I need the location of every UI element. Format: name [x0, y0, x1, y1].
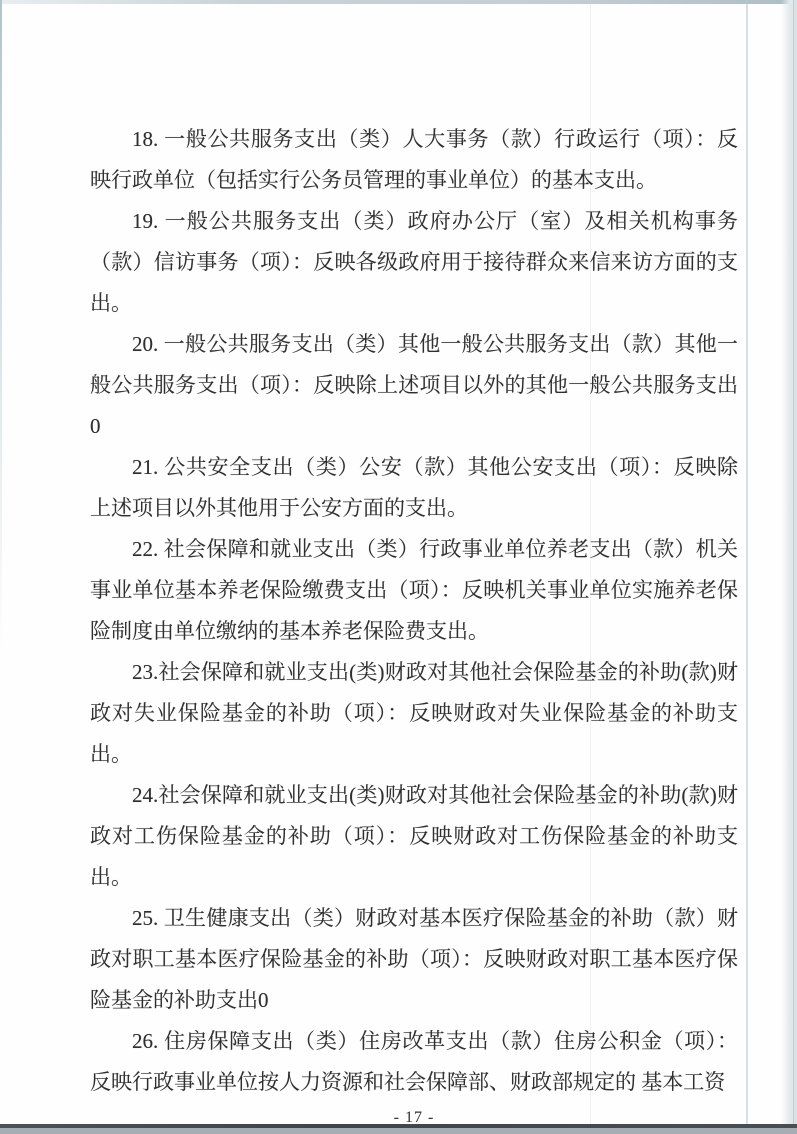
scan-edge-right-line	[793, 0, 794, 1134]
paragraph-item-22: 22. 社会保障和就业支出（类）行政事业单位养老支出（款）机关事业单位基本养老保险缴费支出（项）：反映机关事业单位实施养老保险制度由单位缴纳的基本养老保险费支出。	[90, 537, 738, 643]
page-number: - 17 -	[393, 1109, 435, 1126]
scan-edge-bottom-fill	[0, 1128, 797, 1134]
paragraph-item-23: 23.社会保障和就业支出(类)财政对其他社会保险基金的补助(款)财政对失业保险基金的补助（项）：反映财政对失业保险基金的补助支出。	[90, 660, 738, 766]
paragraph-item-19: 19. 一般公共服务支出（类）政府办公厅（室）及相关机构事务（款）信访事务（项）：反映各级政府用于接待群众来信来访方面的支出。	[90, 209, 738, 315]
scan-edge-top	[0, 0, 797, 4]
scan-edge-right	[781, 0, 797, 1134]
paragraph-item-26: 26. 住房保障支出（类）住房改革支出（款）住房公积金（项）：反映行政事业单位按人力资源和社会保障部、财政部规定的 基本工资	[90, 1029, 738, 1094]
scan-edge-left	[0, 0, 2, 660]
paragraph-item-21: 21. 公共安全支出（类）公安（款）其他公安支出（项）：反映除上述项目以外其他用于公安方面的支出。	[90, 455, 738, 520]
scan-fold-line	[746, 0, 748, 1134]
paragraph-item-24: 24.社会保障和就业支出(类)财政对其他社会保险基金的补助(款)财政对工伤保险基金的补助（项）：反映财政对工伤保险基金的补助支出。	[90, 783, 738, 889]
paragraph-item-25: 25. 卫生健康支出（类）财政对基本医疗保险基金的补助（款）财政对职工基本医疗保险基金的补助（项）：反映财政对职工基本医疗保险基金的补助支出0	[90, 906, 738, 1012]
document-body	[90, 119, 738, 1127]
paragraph-item-20: 20. 一般公共服务支出（类）其他一般公共服务支出（款）其他一般公共服务支出（项）：反映除上述项目以外的其他一般公共服务支出0	[90, 332, 738, 438]
paragraph-item-18: 18. 一般公共服务支出（类）人大事务（款）行政运行（项）：反映行政单位（包括实行公务员管理的事业单位）的基本支出。	[90, 127, 738, 192]
